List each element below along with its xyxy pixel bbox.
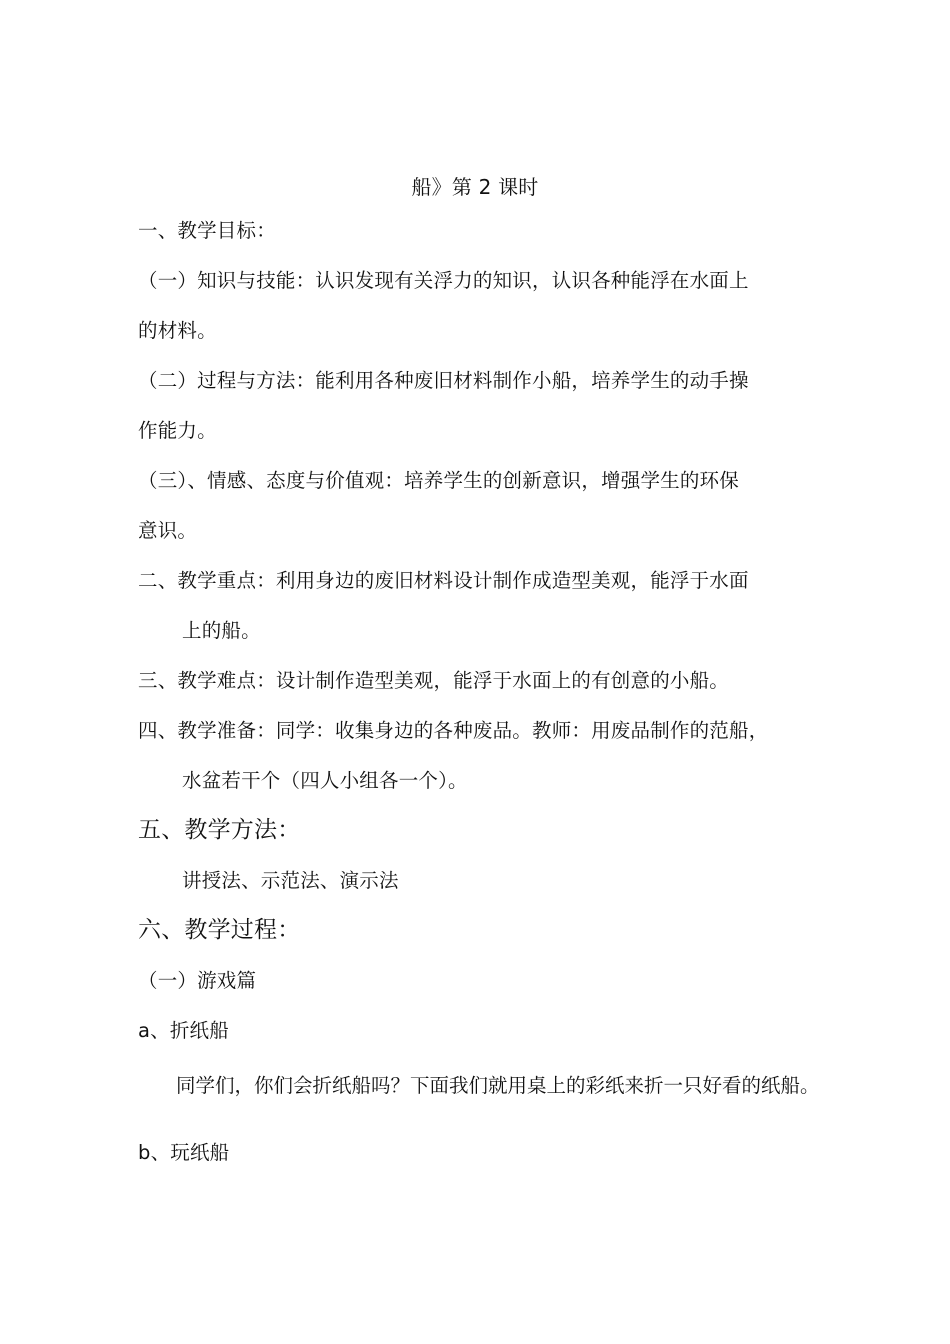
section-5-body: 讲授法、示范法、演示法	[182, 869, 399, 892]
objective-2-line-2: 作能力。	[138, 419, 217, 442]
activity-b-heading: b、玩纸船	[138, 1141, 230, 1164]
section-2-line-1: 二、教学重点：利用身边的废旧材料设计制作成造型美观，能浮于水面	[138, 569, 749, 592]
activity-a-heading: a、折纸船	[138, 1019, 229, 1042]
section-1-heading: 一、教学目标：	[138, 219, 276, 242]
objective-2-line-1: （二）过程与方法：能利用各种废旧材料制作小船，培养学生的动手操	[138, 369, 749, 392]
section-6-subheading-1: （一）游戏篇	[138, 969, 257, 992]
objective-1-line-1: （一）知识与技能：认识发现有关浮力的知识，认识各种能浮在水面上	[138, 269, 749, 292]
section-3-line: 三、教学难点：设计制作造型美观，能浮于水面上的有创意的小船。	[138, 669, 730, 692]
objective-3-line-1: （三）、情感、态度与价值观：培养学生的创新意识，增强学生的环保	[138, 469, 739, 492]
section-4-line-2: 水盆若干个（四人小组各一个）。	[182, 769, 468, 792]
objective-1-line-2: 的材料。	[138, 319, 217, 342]
section-6-heading: 六、教学过程：	[138, 917, 301, 943]
section-5-heading: 五、教学方法：	[138, 817, 301, 843]
page-title: 船》第 2 课时	[411, 175, 539, 199]
objective-3-line-2: 意识。	[138, 519, 198, 542]
section-2-line-2: 上的船。	[182, 619, 261, 642]
section-4-line-1: 四、教学准备：同学：收集身边的各种废品。教师：用废品制作的范船，	[138, 719, 769, 742]
activity-a-paragraph: 同学们，你们会折纸船吗？下面我们就用桌上的彩纸来折一只好看的纸船。	[176, 1074, 820, 1097]
